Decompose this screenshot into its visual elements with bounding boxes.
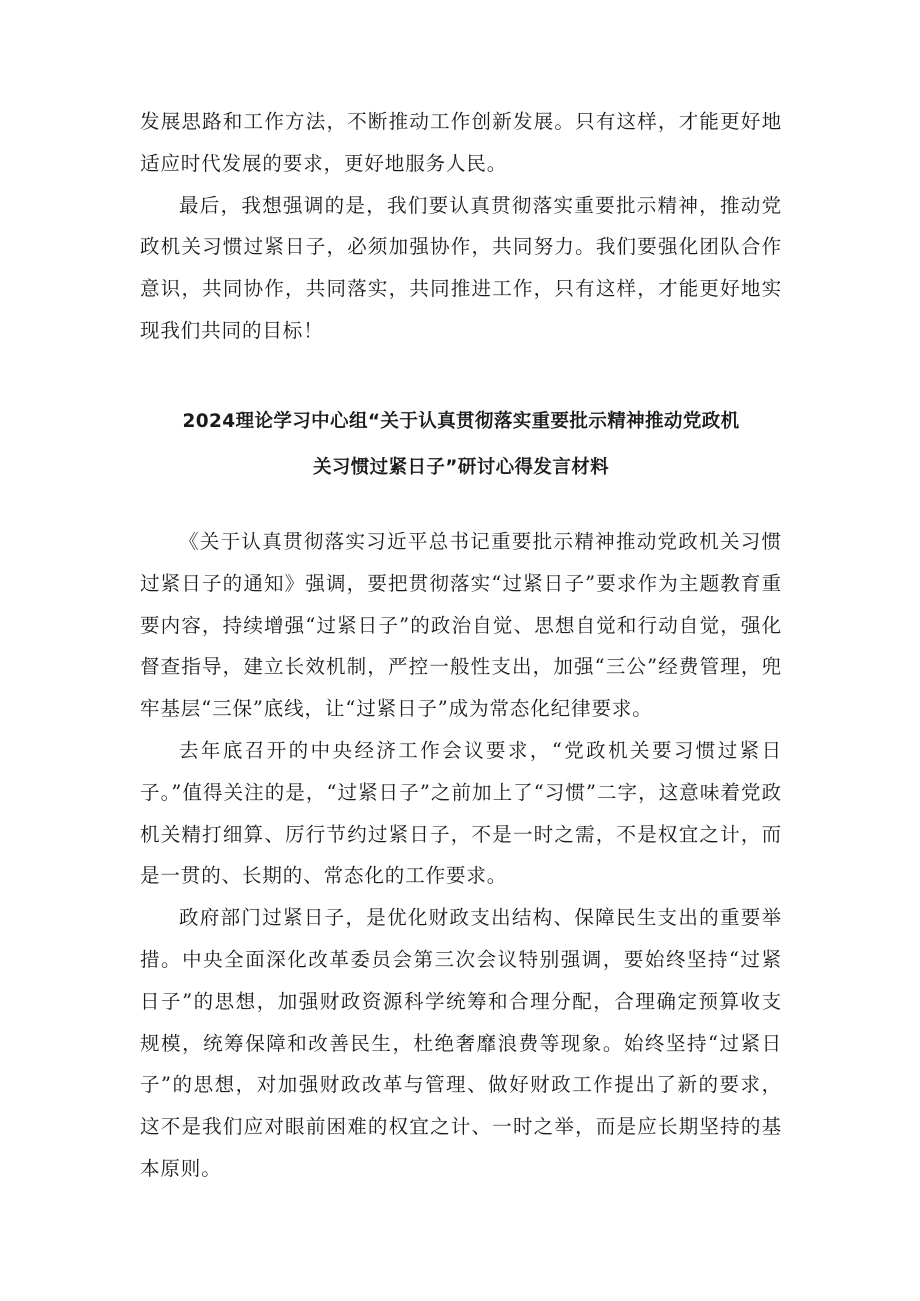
continuation-paragraph: 发展思路和工作方法，不断推动工作创新发展。只有这样，才能更好地适应时代发展的要求，更好地服务人民。 — [140, 110, 782, 175]
body-paragraph: 去年底召开的中央经济工作会议要求，“党政机关要习惯过紧日子。”值得关注的是，“过紧日子”之前加上了“习惯”二字，这意味着党政机关精打细算、厉行节约过紧日子，不是一时之需，不是权宜之计，而是一贯的、长期的、常态化的工作要求。 — [140, 738, 782, 888]
article-title-line-2: 关习惯过紧日子”研讨心得发言材料 — [312, 457, 610, 478]
body-paragraph: 政府部门过紧日子，是优化财政支出结构、保障民生支出的重要举措。中央全面深化改革委员会第三次会议特别强调，要始终坚持“过紧日子”的思想，加强财政资源科学统筹和合理分配，合理确定预算收支规模，统筹保障和改善民生，杜绝奢靡浪费等现象。始终坚持“过紧日子”的思想，对加强财政改革与管理、做好财政工作提出了新的要求，这不是我们应对眼前困难的权宜之计、一时之举，而是应长期坚持的基本原则。 — [140, 906, 782, 1180]
continuation-section — [140, 101, 782, 352]
article-title-line-1: 2024理论学习中心组“关于认真贯彻落实重要批示精神推动党政机 — [182, 411, 740, 432]
body-paragraph: 《关于认真贯彻落实习近平总书记重要批示精神推动党政机关习惯过紧日子的通知》强调，要把贯彻落实“过紧日子”要求作为主题教育重要内容，持续增强“过紧日子”的政治自觉、思想自觉和行动自觉，强化督查指导，建立长效机制，严控一般性支出，加强“三公”经费管理，兜牢基层“三保”底线，让“过紧日子”成为常态化纪律要求。 — [140, 530, 782, 721]
article-title — [140, 399, 782, 491]
article-body — [140, 521, 782, 1190]
closing-paragraph: 最后，我想强调的是，我们要认真贯彻落实重要批示精神，推动党政机关习惯过紧日子，必须加强协作，共同努力。我们要强化团队合作意识，共同协作，共同落实，共同推进工作，只有这样，才能更好地实现我们共同的目标！ — [140, 193, 782, 342]
